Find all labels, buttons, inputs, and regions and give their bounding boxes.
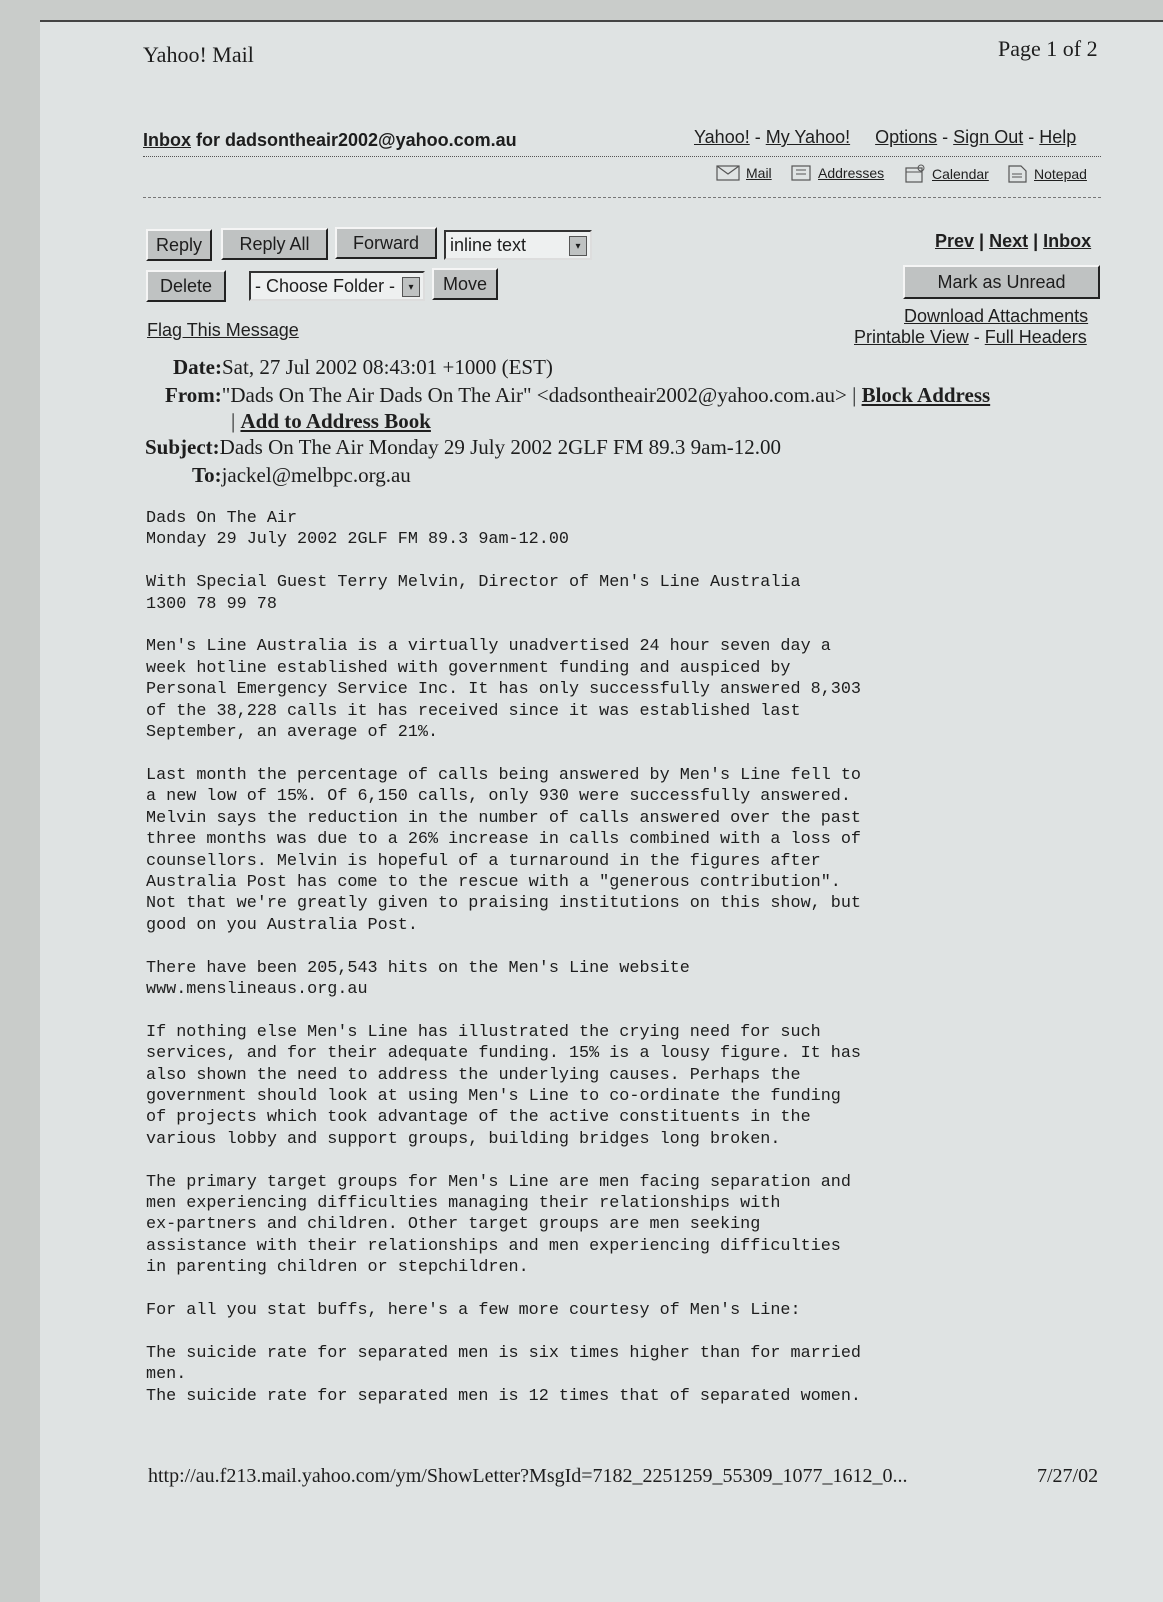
to-value: jackel@melbpc.org.au <box>221 463 411 487</box>
download-attachments-link[interactable]: Download Attachments <box>904 306 1089 326</box>
subject-value: Dads On The Air Monday 29 July 2002 2GLF FM 89.3 9am-12.00 <box>219 435 782 459</box>
date-row <box>173 355 553 380</box>
print-footer-date: 7/27/02 <box>1037 1465 1099 1487</box>
folder-select-value: - Choose Folder - <box>255 275 396 296</box>
inbox-title <box>143 130 517 151</box>
nav-notepad[interactable] <box>1006 164 1087 184</box>
subject-label: Subject: <box>145 435 220 459</box>
forward-button[interactable]: Forward <box>335 227 437 259</box>
nav-calendar-label: Calendar <box>932 166 989 182</box>
nav-addresses-label: Addresses <box>818 165 885 181</box>
next-link[interactable]: Next <box>989 231 1029 251</box>
print-footer-url: http://au.f213.mail.yahoo.com/ym/ShowLetter?MsgId=7182_2251259_55309_1077_1612_0... <box>148 1465 908 1487</box>
format-select-value: inline text <box>450 234 527 255</box>
printable-view-link[interactable]: Printable View <box>854 327 969 347</box>
move-button[interactable]: Move <box>432 268 498 300</box>
prev-link[interactable]: Prev <box>935 231 975 251</box>
mail-icon <box>716 164 740 182</box>
to-row <box>192 463 411 488</box>
calendar-icon <box>904 164 926 184</box>
inbox-link[interactable]: Inbox <box>143 130 191 150</box>
reply-button[interactable]: Reply <box>146 229 212 261</box>
header-divider <box>143 156 1101 157</box>
addresses-icon <box>790 164 812 182</box>
nav-divider <box>143 197 1101 198</box>
from-value: "Dads On The Air Dads On The Air" <dadsontheair2002@yahoo.com.au> | <box>221 383 862 407</box>
add-book-row: | Add to Address Book <box>231 409 431 433</box>
date-value: Sat, 27 Jul 2002 08:43:01 +1000 (EST) <box>221 355 553 379</box>
nav-mail-label: Mail <box>746 165 772 181</box>
notepad-icon <box>1006 164 1028 184</box>
nav-addresses[interactable] <box>790 164 884 182</box>
full-headers-link[interactable]: Full Headers <box>984 327 1087 347</box>
sign-out-link[interactable]: Sign Out <box>953 127 1024 147</box>
yahoo-link[interactable]: Yahoo! <box>694 127 750 147</box>
message-nav: Prev | Next | Inbox <box>935 231 1092 251</box>
block-address-link[interactable]: Block Address <box>861 383 991 407</box>
inbox-nav-link[interactable]: Inbox <box>1043 231 1092 251</box>
from-label: From: <box>165 383 222 407</box>
top-links: Yahoo! - My Yahoo! Options - Sign Out - Help <box>694 127 1077 147</box>
help-link[interactable]: Help <box>1039 127 1077 147</box>
view-links: Printable View - Full Headers <box>854 327 1087 347</box>
chevron-down-icon: ▾ <box>569 236 587 256</box>
nav-notepad-label: Notepad <box>1034 166 1087 182</box>
reply-all-button[interactable]: Reply All <box>221 228 328 260</box>
inbox-account: for dadsontheair2002@yahoo.com.au <box>191 130 517 150</box>
flag-message-link[interactable]: Flag This Message <box>147 320 299 340</box>
mark-unread-button[interactable]: Mark as Unread <box>903 265 1100 299</box>
nav-mail[interactable] <box>716 164 772 182</box>
add-address-book-link[interactable]: Add to Address Book <box>240 409 431 433</box>
from-row <box>165 383 990 408</box>
message-body: Dads On The Air Monday 29 July 2002 2GLF FM 89.3 9am-12.00 With Special Guest Terry Melvin, Director of Men's Line Australia 1300 78 99 78 Men's Line Australia is a virtually unadvertised 24 hour seven day a week hotline established with government funding and auspiced by Personal Emergency Service Inc. It has only successfully answered 8,303 of the 38,228 calls it has received since it was established last September, an average of 21%. Last month the percentage of calls being answered by Men's Line fell to a new low of 15%. Of 6,150 calls, only 930 were successfully answered. Melvin says the reduction in the number of calls answered over the past three months was due to a 26% increase in calls combined with a loss of counsellors. Melvin is hopeful of a turnaround in the figures after Australia Post has come to the rescue with a "generous contribution". Not that we're greatly given to praising institutions on this show, but good on you Australia Post. There have been 205,543 hits on the Men's Line website www.menslineaus.org.au If nothing else Men's Line has illustrated the crying need for such services, and for their adequate funding. 15% is a lousy figure. It has also shown the need to address the underlying causes. Perhaps the government should look at using Men's Line to co-ordinate the funding of projects which took advantage of the active constituents in the various lobby and support groups, building bridges long broken. The primary target groups for Men's Line are men facing separation and men experiencing difficulties managing their relationships with ex-partners and children. Other target groups are men seeking assistance with their relationships and men experiencing difficulties in parenting children or stepchildren. For all you stat buffs, here's a few more courtesy of Men's Line: The suicide rate for separated men is six times higher than for married men. The suicide rate for separated men is 12 times that of separated women. <box>146 509 861 1406</box>
print-header-title: Yahoo! Mail <box>143 42 254 67</box>
my-yahoo-link[interactable]: My Yahoo! <box>765 127 851 147</box>
date-label: Date: <box>173 355 222 379</box>
to-label: To: <box>192 463 222 487</box>
folder-select[interactable] <box>249 271 425 301</box>
nav-calendar[interactable] <box>904 164 989 184</box>
options-link[interactable]: Options <box>875 127 938 147</box>
chevron-down-icon: ▾ <box>402 277 420 297</box>
format-select[interactable] <box>444 230 592 260</box>
delete-button[interactable]: Delete <box>146 270 226 302</box>
print-header-page: Page 1 of 2 <box>998 36 1098 61</box>
subject-row <box>145 435 781 460</box>
